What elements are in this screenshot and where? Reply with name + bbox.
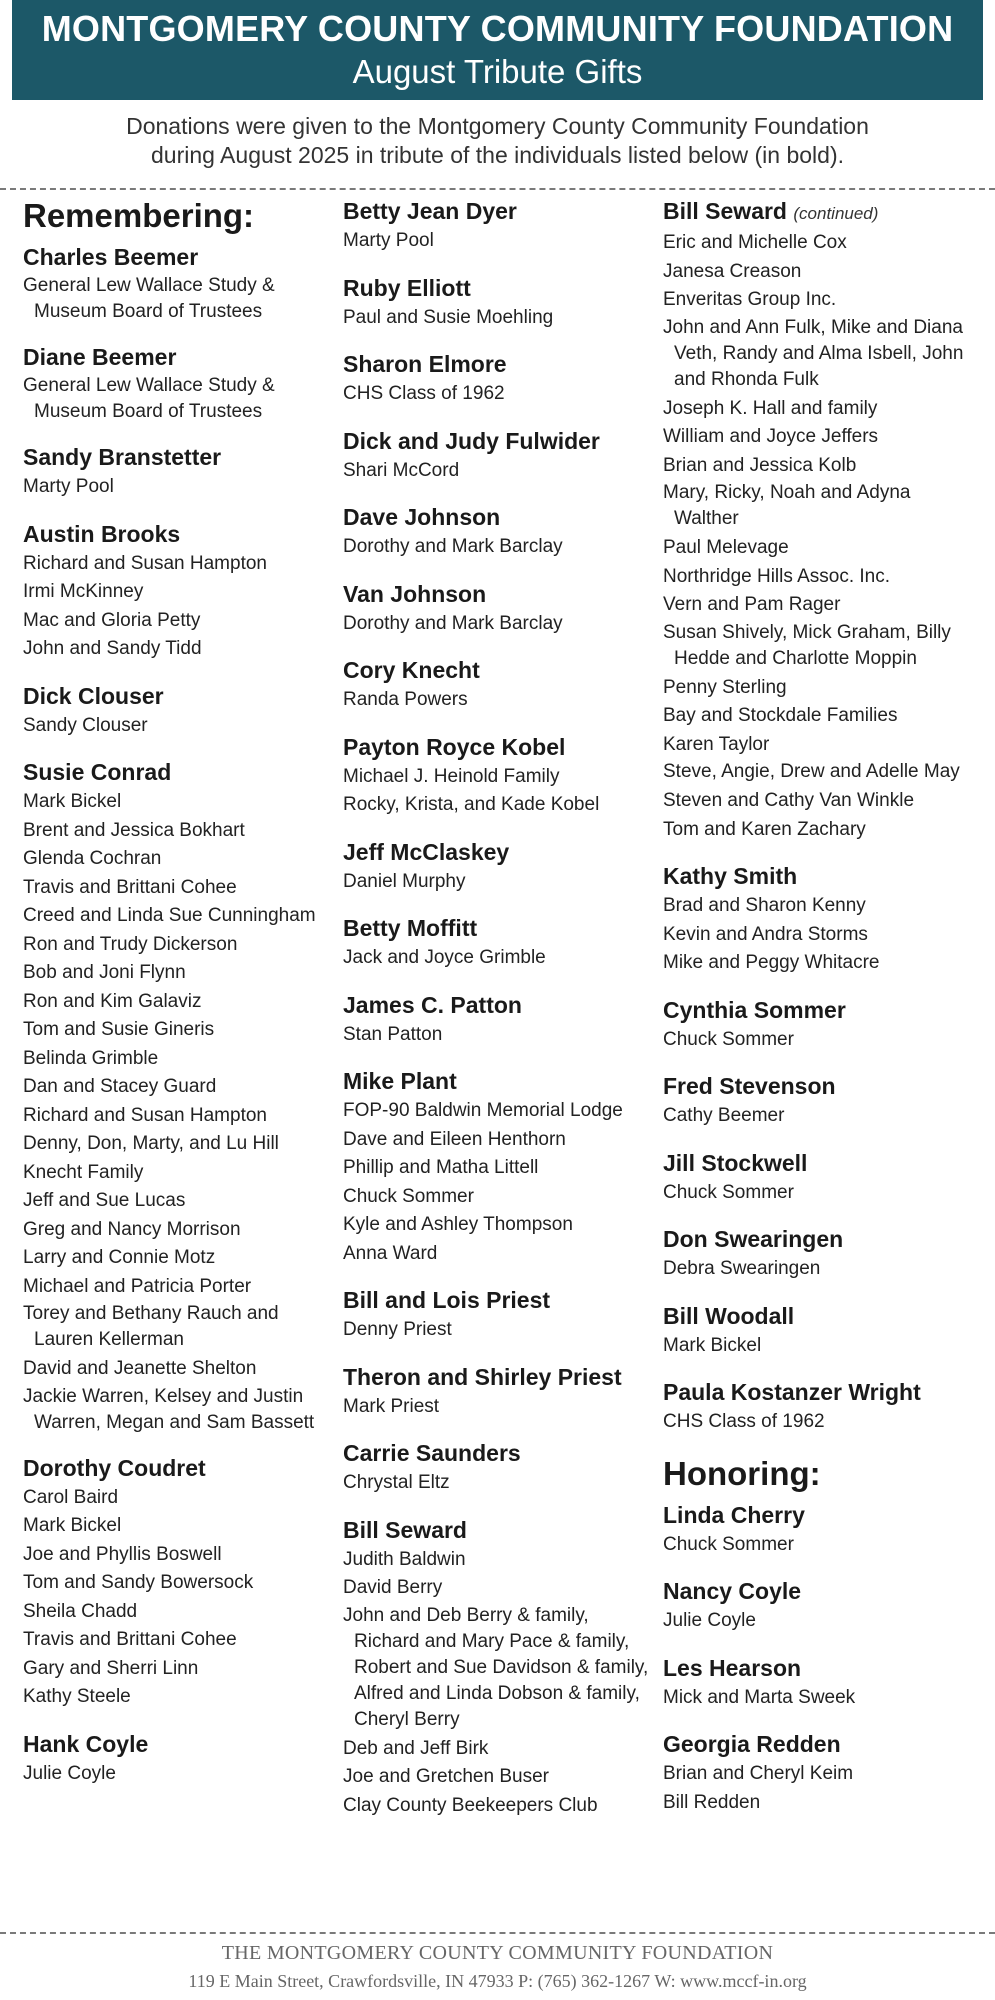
- tribute-entry: [343, 1362, 659, 1422]
- donor-name: Cathy Beemer: [663, 1105, 785, 1126]
- donor-list: [23, 473, 339, 502]
- donor-name: Stan Patton: [343, 1023, 443, 1045]
- donor-name: Ron and Kim Galaviz: [23, 990, 202, 1012]
- tribute-entry: [23, 242, 339, 325]
- tribute-entry: [663, 1377, 979, 1437]
- donor-list: [663, 892, 979, 978]
- donor-list: [663, 1179, 979, 1208]
- honoree-name-text: Ruby Elliott: [343, 274, 471, 301]
- honoree-name-text: Bill Seward: [663, 198, 787, 224]
- donor-name: Vern and Pam Rager: [663, 594, 841, 615]
- donor-name: Kevin and Andra Storms: [663, 923, 868, 945]
- tribute-entry: [343, 913, 659, 973]
- tribute-entry: [343, 349, 659, 409]
- honoree-name: [343, 655, 659, 686]
- honoree-name-text: Kathy Smith: [663, 863, 798, 889]
- tribute-entry: [663, 861, 979, 978]
- honoree-name: [343, 1066, 659, 1097]
- donor-name: FOP-90 Baldwin Memorial Lodge: [343, 1100, 623, 1121]
- tribute-entry: [343, 655, 659, 715]
- donor-name: General Lew Wallace Study & Museum Board of Trustees: [23, 375, 275, 422]
- honoree-name: [343, 273, 659, 304]
- honoree-name-text: Jill Stockwell: [663, 1149, 808, 1176]
- donor-name: Shari McCord: [343, 459, 460, 481]
- honoree-name-text: Bill and Lois Priest: [343, 1287, 551, 1313]
- donor-name: Enveritas Group Inc.: [663, 289, 837, 310]
- donor-name: Mark Bickel: [663, 1334, 762, 1356]
- honoree-name-text: Cynthia Sommer: [663, 996, 846, 1023]
- donor-name: Steven and Cathy Van Winkle: [663, 790, 915, 811]
- column-2-entries: [343, 196, 659, 1820]
- donor-name: Tom and Karen Zachary: [663, 818, 866, 840]
- honoree-name-text: Dick and Judy Fulwider: [343, 427, 600, 454]
- honoree-name: [663, 1377, 979, 1408]
- honoree-name-text: Paula Kostanzer Wright: [663, 1379, 921, 1405]
- donor-name: Creed and Linda Sue Cunningham: [23, 905, 316, 926]
- donor-name: Torey and Bethany Rauch and Lauren Kellerman: [23, 1303, 279, 1350]
- donor-list: [23, 712, 339, 741]
- honoree-name-text: Betty Jean Dyer: [343, 198, 517, 224]
- honoree-name: [343, 990, 659, 1021]
- honoree-name-text: Cory Knecht: [343, 657, 480, 683]
- donor-name: David Berry: [343, 1577, 443, 1598]
- donor-list: [663, 1332, 979, 1361]
- top-divider: [0, 188, 995, 190]
- tribute-entry: [343, 1515, 659, 1821]
- donor-name: Mike and Peggy Whitacre: [663, 952, 880, 973]
- donor-list: [663, 1026, 979, 1055]
- donor-name: Eric and Michelle Cox: [663, 232, 847, 253]
- honoree-name-text: Susie Conrad: [23, 759, 172, 785]
- tribute-entry: [663, 1729, 979, 1817]
- tribute-entry: [663, 995, 979, 1055]
- honoree-name: [343, 349, 659, 380]
- donor-name: Belinda Grimble: [23, 1047, 159, 1069]
- donor-list: [663, 1102, 979, 1131]
- honoree-name-text: Austin Brooks: [23, 520, 181, 547]
- donor-name: Michael J. Heinold Family: [343, 765, 560, 787]
- intro-line-1: Donations were given to the Montgomery County Community Foundation: [126, 113, 869, 139]
- donor-name: Deb and Jeff Birk: [343, 1737, 489, 1759]
- donor-name: Tom and Susie Gineris: [23, 1019, 215, 1040]
- honoree-name: [343, 1438, 659, 1469]
- honoree-name-text: Georgia Redden: [663, 1731, 841, 1757]
- honoree-name: [343, 426, 659, 457]
- donor-list: [343, 533, 659, 562]
- donor-name: Paul and Susie Moehling: [343, 306, 554, 328]
- tribute-entry: [343, 579, 659, 639]
- tribute-entry: [663, 1576, 979, 1636]
- honoree-name: [663, 1500, 979, 1531]
- honoree-name: [343, 837, 659, 868]
- honoree-name: [343, 732, 659, 763]
- donor-name: CHS Class of 1962: [343, 383, 505, 404]
- donor-name: Marty Pool: [23, 476, 114, 497]
- tribute-entry: [23, 519, 339, 664]
- honoree-name: [23, 1453, 339, 1484]
- donor-name: Julie Coyle: [663, 1610, 756, 1631]
- honoring-heading: Honoring:: [663, 1454, 821, 1492]
- honoree-name-text: Bill Woodall: [663, 1302, 795, 1329]
- donor-name: Richard and Susan Hampton: [23, 1104, 267, 1126]
- tribute-entry: [343, 426, 659, 486]
- donor-name: Travis and Brittani Cohee: [23, 876, 237, 898]
- honoree-name-text: Linda Cherry: [663, 1501, 805, 1528]
- column-2: [343, 196, 659, 1837]
- donor-list: [343, 457, 659, 486]
- donor-list: [23, 373, 339, 425]
- honoree-name-text: Charles Beemer: [23, 244, 199, 270]
- honoree-name-text: Dorothy Coudret: [23, 1454, 206, 1481]
- honoree-name: [663, 1653, 979, 1684]
- honoree-name: [343, 1362, 659, 1393]
- donor-name: Michael and Patricia Porter: [23, 1275, 252, 1297]
- donor-name: Phillip and Matha Littell: [343, 1157, 539, 1178]
- honoree-name-text: Diane Beemer: [23, 344, 177, 370]
- foundation-name: MONTGOMERY COUNTY COMMUNITY FOUNDATION: [41, 8, 954, 49]
- donor-list: [23, 1484, 339, 1712]
- honoring-entries: [663, 1500, 979, 1818]
- honoree-name-text: Hank Coyle: [23, 1730, 149, 1757]
- donor-name: Clay County Beekeepers Club: [343, 1794, 598, 1816]
- donor-name: Janesa Creason: [663, 260, 802, 282]
- tribute-entry: [23, 1453, 339, 1712]
- continued-label: (continued): [793, 204, 879, 223]
- donor-name: William and Joyce Jeffers: [663, 426, 879, 447]
- donor-name: Daniel Murphy: [343, 870, 466, 892]
- donor-name: Knecht Family: [23, 1161, 144, 1183]
- tribute-entry: [343, 273, 659, 333]
- donor-list: [663, 1531, 979, 1560]
- donor-list: [343, 1469, 659, 1498]
- donor-name: Denny Priest: [343, 1319, 452, 1340]
- donor-list: [23, 1760, 339, 1789]
- donor-name: Marty Pool: [343, 230, 434, 251]
- donor-name: Brent and Jessica Bokhart: [23, 819, 245, 841]
- donor-name: Joe and Gretchen Buser: [343, 1766, 549, 1787]
- donor-name: David and Jeanette Shelton: [23, 1358, 257, 1379]
- donor-name: CHS Class of 1962: [663, 1411, 825, 1432]
- donor-list: [343, 227, 659, 256]
- donor-name: Brian and Cheryl Keim: [663, 1763, 854, 1784]
- honoree-name: [23, 757, 339, 788]
- tribute-entry: [663, 1224, 979, 1284]
- donor-name: Judith Baldwin: [343, 1548, 466, 1570]
- honoree-name-text: Dick Clouser: [23, 682, 164, 709]
- tribute-entry: [343, 837, 659, 897]
- donor-name: Greg and Nancy Morrison: [23, 1218, 241, 1240]
- donor-name: Brian and Jessica Kolb: [663, 454, 857, 476]
- donor-list: [343, 1546, 659, 1821]
- tribute-entry: [343, 196, 659, 256]
- donor-name: Sandy Clouser: [23, 714, 148, 736]
- donor-name: Mark Bickel: [23, 791, 122, 812]
- donor-name: Rocky, Krista, and Kade Kobel: [343, 794, 600, 815]
- honoree-name-text: James C. Patton: [343, 991, 522, 1018]
- donor-name: Dorothy and Mark Barclay: [343, 612, 563, 634]
- donor-name: Mick and Marta Sweek: [663, 1686, 856, 1708]
- honoree-name-text: Sandy Branstetter: [23, 444, 222, 470]
- honoree-name-text: Don Swearingen: [663, 1226, 844, 1252]
- footer: [0, 1940, 995, 1996]
- column-1: [23, 196, 339, 1805]
- tribute-entry: [23, 342, 339, 425]
- donor-name: John and Sandy Tidd: [23, 638, 202, 659]
- donor-name: Debra Swearingen: [663, 1258, 821, 1279]
- donor-list: [343, 1316, 659, 1345]
- donor-name: Jack and Joyce Grimble: [343, 947, 546, 968]
- donor-name: Joe and Phyllis Boswell: [23, 1543, 222, 1565]
- donor-name: Joseph K. Hall and family: [663, 397, 878, 419]
- donor-list: [343, 1097, 659, 1268]
- tribute-entry: [343, 1438, 659, 1498]
- donor-list: [343, 1393, 659, 1422]
- donor-name: Karen Taylor: [663, 733, 770, 755]
- honoree-name-text: Nancy Coyle: [663, 1578, 802, 1604]
- honoree-name-text: Dave Johnson: [343, 504, 501, 530]
- honoree-name: [23, 342, 339, 373]
- donor-list: [663, 1607, 979, 1636]
- donor-name: Northridge Hills Assoc. Inc.: [663, 565, 891, 587]
- page-subtitle: August Tribute Gifts: [352, 53, 643, 90]
- donor-name: Tom and Sandy Bowersock: [23, 1572, 254, 1593]
- donor-list: [23, 788, 339, 1436]
- honoree-name: [23, 1729, 339, 1760]
- honoree-name: [343, 1515, 659, 1546]
- remembering-heading: Remembering:: [23, 197, 255, 234]
- donor-name: General Lew Wallace Study & Museum Board of Trustees: [23, 275, 275, 322]
- honoree-name-text: Les Hearson: [663, 1654, 802, 1681]
- tribute-entry: [23, 757, 339, 1436]
- honoree-name: [663, 1576, 979, 1607]
- tribute-entry: [663, 1148, 979, 1208]
- footer-contact: 119 E Main Street, Crawfordsville, IN 47933 P: (765) 362-1267 W: www.mccf-in.org: [188, 1971, 807, 1991]
- donor-name: Sheila Chadd: [23, 1600, 138, 1622]
- tribute-entry: [663, 1500, 979, 1560]
- donor-list: [343, 944, 659, 973]
- donor-name: Chuck Sommer: [663, 1028, 794, 1050]
- donor-list: [343, 304, 659, 333]
- tribute-entry: [343, 1066, 659, 1268]
- donor-list: [663, 1255, 979, 1284]
- tribute-entry: [343, 990, 659, 1050]
- donor-list: [23, 550, 339, 664]
- donor-name: Irmi McKinney: [23, 581, 144, 602]
- donor-name: Chuck Sommer: [343, 1185, 474, 1207]
- donor-name: Denny, Don, Marty, and Lu Hill: [23, 1133, 279, 1154]
- donor-name: Randa Powers: [343, 689, 468, 710]
- donor-name: Brad and Sharon Kenny: [663, 895, 866, 916]
- donor-list: [343, 868, 659, 897]
- donor-list: [663, 1408, 979, 1437]
- tribute-entry: [343, 1285, 659, 1345]
- tribute-entry: [663, 1071, 979, 1131]
- donor-list: [343, 1021, 659, 1050]
- honoree-name: [663, 196, 979, 229]
- donor-name: Dave and Eileen Henthorn: [343, 1128, 566, 1150]
- donor-name: Bob and Joni Flynn: [23, 962, 186, 983]
- honoree-name: [663, 861, 979, 892]
- donor-name: Mac and Gloria Petty: [23, 609, 201, 631]
- donor-name: Chuck Sommer: [663, 1181, 794, 1203]
- donor-name: Steve, Angie, Drew and Adelle May: [663, 761, 960, 782]
- donor-list: [663, 229, 979, 844]
- donor-name: Mark Priest: [343, 1395, 440, 1417]
- donor-name: Bill Redden: [663, 1791, 761, 1813]
- donor-name: Carol Baird: [23, 1486, 119, 1508]
- header-banner: [12, 0, 983, 100]
- honoree-name-text: Betty Moffitt: [343, 915, 478, 941]
- honoree-name: [663, 1729, 979, 1760]
- donor-name: John and Deb Berry & family, Richard and Mary Pace & family, Robert and Sue Davidson & family, Alfred and Linda Dobson & family, Cheryl Berry: [343, 1604, 649, 1730]
- tribute-entry: [343, 732, 659, 820]
- honoree-name-text: Theron and Shirley Priest: [343, 1363, 622, 1390]
- donor-list: [343, 380, 659, 409]
- donor-name: Chrystal Eltz: [343, 1472, 450, 1493]
- honoree-name: [23, 519, 339, 550]
- donor-name: Dorothy and Mark Barclay: [343, 536, 563, 557]
- donor-name: Julie Coyle: [23, 1762, 116, 1784]
- donor-name: Penny Sterling: [663, 676, 787, 698]
- donor-name: Kyle and Ashley Thompson: [343, 1214, 573, 1235]
- tribute-entry: [23, 681, 339, 741]
- honoree-name: [663, 1301, 979, 1332]
- honoree-name: [343, 579, 659, 610]
- donor-name: Richard and Susan Hampton: [23, 552, 267, 574]
- donor-list: [343, 763, 659, 820]
- donor-name: Bay and Stockdale Families: [663, 705, 898, 726]
- donor-name: Anna Ward: [343, 1242, 438, 1264]
- donor-list: [343, 610, 659, 639]
- honoree-name-text: Sharon Elmore: [343, 351, 507, 377]
- honoree-name: [343, 502, 659, 533]
- honoree-name: [663, 1071, 979, 1102]
- column-3: [663, 196, 979, 1834]
- donor-name: Larry and Connie Motz: [23, 1247, 216, 1268]
- donor-name: Chuck Sommer: [663, 1533, 794, 1555]
- honoree-name: [663, 995, 979, 1026]
- donor-name: Mark Bickel: [23, 1515, 122, 1536]
- donor-list: [663, 1684, 979, 1713]
- donor-name: Gary and Sherri Linn: [23, 1657, 199, 1679]
- donor-name: Dan and Stacey Guard: [23, 1076, 217, 1097]
- tribute-entry: [663, 1301, 979, 1361]
- honoree-name-text: Bill Seward: [343, 1516, 467, 1543]
- donor-name: Kathy Steele: [23, 1686, 131, 1707]
- honoree-name: [23, 242, 339, 273]
- donor-list: [23, 273, 339, 325]
- honoree-name: [343, 1285, 659, 1316]
- column-3-entries: [663, 196, 979, 1437]
- donor-list: [343, 686, 659, 715]
- intro-text: [0, 112, 995, 170]
- donor-list: [663, 1760, 979, 1817]
- tribute-entry: [663, 196, 979, 844]
- honoree-name-text: Mike Plant: [343, 1068, 457, 1094]
- donor-name: John and Ann Fulk, Mike and Diana Veth, Randy and Alma Isbell, John and Rhonda Fulk: [663, 316, 964, 390]
- honoree-name-text: Jeff McClaskey: [343, 838, 510, 865]
- honoree-name: [663, 1148, 979, 1179]
- bottom-divider: [0, 1932, 995, 1934]
- honoree-name: [23, 681, 339, 712]
- honoree-name: [343, 913, 659, 944]
- honoree-name-text: Fred Stevenson: [663, 1073, 836, 1099]
- donor-name: Susan Shively, Mick Graham, Billy Hedde and Charlotte Moppin: [663, 621, 951, 669]
- column-1-entries: [23, 242, 339, 1788]
- intro-line-2: during August 2025 in tribute of the individuals listed below (in bold).: [151, 142, 844, 168]
- footer-org-name: THE MONTGOMERY COUNTY COMMUNITY FOUNDATION: [221, 1942, 774, 1964]
- donor-name: Mary, Ricky, Noah and Adyna Walther: [663, 482, 911, 529]
- honoree-name: [23, 442, 339, 473]
- donor-name: Jackie Warren, Kelsey and Justin Warren, Megan and Sam Bassett: [23, 1385, 315, 1433]
- donor-name: Glenda Cochran: [23, 848, 162, 869]
- tribute-entry: [343, 502, 659, 562]
- tribute-entry: [23, 1729, 339, 1789]
- tribute-entry: [663, 1653, 979, 1713]
- donor-name: Jeff and Sue Lucas: [23, 1190, 186, 1211]
- honoree-name: [663, 1224, 979, 1255]
- donor-name: Paul Melevage: [663, 537, 789, 558]
- tribute-entry: [23, 442, 339, 502]
- honoree-name-text: Payton Royce Kobel: [343, 733, 566, 760]
- honoree-name: [343, 196, 659, 227]
- donor-name: Travis and Brittani Cohee: [23, 1629, 237, 1650]
- honoree-name-text: Carrie Saunders: [343, 1440, 521, 1466]
- donor-name: Ron and Trudy Dickerson: [23, 933, 238, 955]
- honoree-name-text: Van Johnson: [343, 580, 487, 607]
